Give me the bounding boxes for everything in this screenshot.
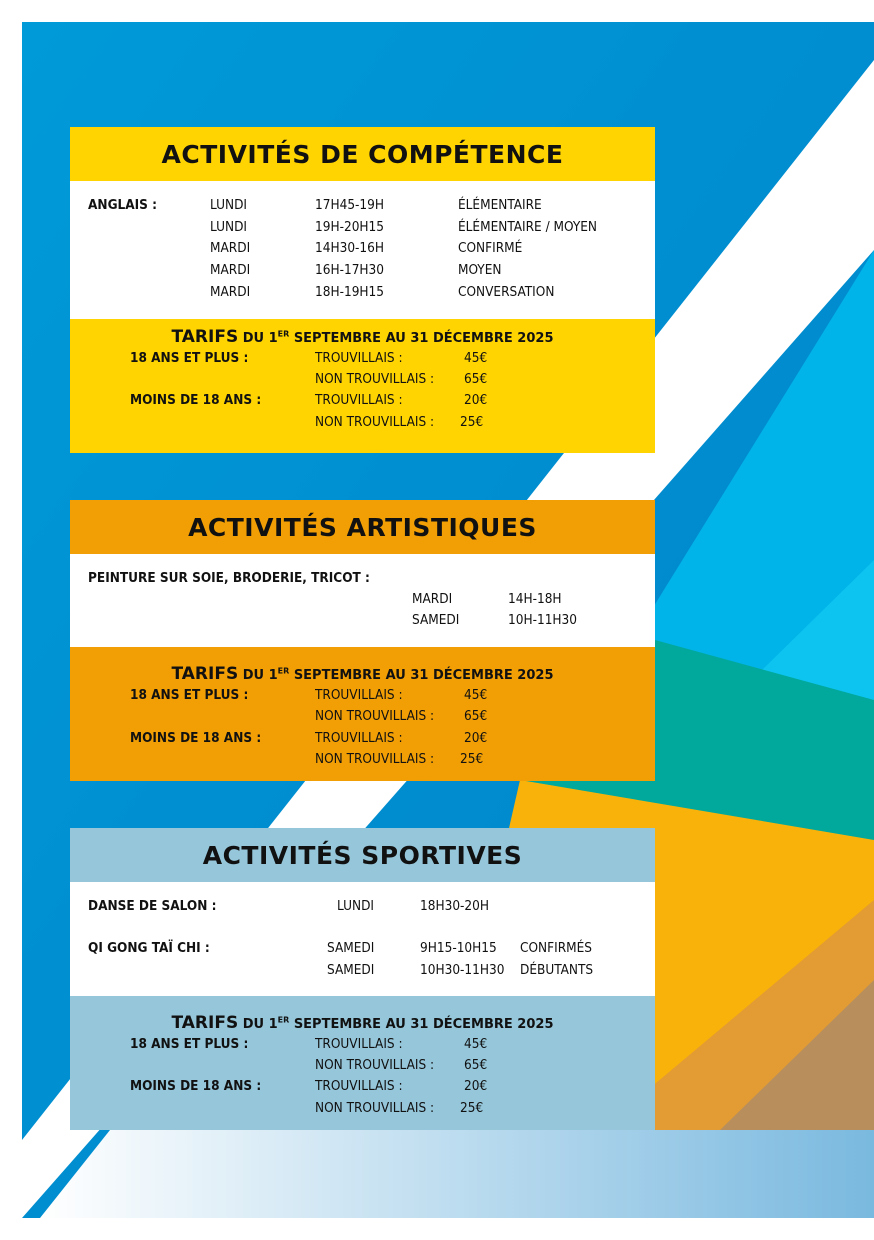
tarifs-heading: TARIFS DU 1ER SEPTEMBRE AU 31 DÉCEMBRE 2025 [171,327,554,347]
tarifs-heading: TARIFS DU 1ER SEPTEMBRE AU 31 DÉCEMBRE 2025 [171,664,554,684]
tarif-price: 45€ [464,1036,488,1052]
day: LUNDI [337,898,374,914]
tarif-price: 45€ [464,350,488,366]
tarif-label: TROUVILLAIS : [315,1036,403,1052]
level: ÉLÉMENTAIRE / MOYEN [458,219,597,235]
competence-schedule [70,181,655,319]
activity-label: QI GONG TAÏ CHI : [88,940,210,956]
artistiques-tarifs [70,647,655,781]
minor-label: MOINS DE 18 ANS : [130,1078,262,1094]
minor-label: MOINS DE 18 ANS : [130,392,262,408]
artistiques-schedule [70,554,655,647]
activity-label: PEINTURE SUR SOIE, BRODERIE, TRICOT : [88,570,370,586]
time: 16H-17H30 [315,262,385,278]
time: 14H30-16H [315,240,385,256]
competence-tarifs [70,319,655,453]
level: CONFIRMÉ [458,240,523,256]
tarif-label: TROUVILLAIS : [315,687,403,703]
tarif-price: 25€ [460,1100,484,1116]
sportives-tarifs [70,996,655,1130]
tarif-label: NON TROUVILLAIS : [315,708,435,724]
minor-label: MOINS DE 18 ANS : [130,730,262,746]
day: SAMEDI [412,612,460,628]
tarif-price: 25€ [460,414,484,430]
tarif-price: 45€ [464,687,488,703]
time: 10H-11H30 [508,612,578,628]
time: 18H30-20H [420,898,490,914]
tarif-label: NON TROUVILLAIS : [315,1057,435,1073]
tarif-price: 65€ [464,708,488,724]
tarif-price: 25€ [460,751,484,767]
tarif-label: NON TROUVILLAIS : [315,414,435,430]
day: MARDI [210,284,251,300]
artistiques-title: ACTIVITÉS ARTISTIQUES [70,500,655,554]
adult-label: 18 ANS ET PLUS : [130,687,249,703]
time: 14H-18H [508,591,562,607]
sportives-card [70,828,655,1130]
tarif-price: 20€ [464,392,488,408]
time: 18H-19H15 [315,284,385,300]
competence-title: ACTIVITÉS DE COMPÉTENCE [70,127,655,181]
tarif-label: TROUVILLAIS : [315,350,403,366]
day: MARDI [210,240,251,256]
tarif-price: 20€ [464,1078,488,1094]
day: SAMEDI [327,940,375,956]
tarif-label: NON TROUVILLAIS : [315,1100,435,1116]
artistiques-card [70,500,655,781]
level: MOYEN [458,262,502,278]
tarif-label: TROUVILLAIS : [315,1078,403,1094]
day: MARDI [412,591,453,607]
competence-card [70,127,655,453]
white-blue-gradient-bar [40,1130,874,1218]
level: CONVERSATION [458,284,555,300]
tarif-label: NON TROUVILLAIS : [315,751,435,767]
time: 10H30-11H30 [420,962,505,978]
sportives-schedule [70,882,655,996]
time: 17H45-19H [315,197,385,213]
tarif-label: TROUVILLAIS : [315,730,403,746]
day: LUNDI [210,219,247,235]
adult-label: 18 ANS ET PLUS : [130,1036,249,1052]
level: CONFIRMÉS [520,940,592,956]
sportives-title: ACTIVITÉS SPORTIVES [70,828,655,882]
day: SAMEDI [327,962,375,978]
tarif-price: 65€ [464,371,488,387]
tarif-price: 65€ [464,1057,488,1073]
tarif-label: NON TROUVILLAIS : [315,371,435,387]
tarif-price: 20€ [464,730,488,746]
level: ÉLÉMENTAIRE [458,197,542,213]
activity-label: DANSE DE SALON : [88,898,217,914]
activity-label: ANGLAIS : [88,197,158,213]
day: MARDI [210,262,251,278]
day: LUNDI [210,197,247,213]
adult-label: 18 ANS ET PLUS : [130,350,249,366]
level: DÉBUTANTS [520,962,594,978]
tarifs-heading: TARIFS DU 1ER SEPTEMBRE AU 31 DÉCEMBRE 2025 [171,1013,554,1033]
time: 19H-20H15 [315,219,385,235]
tarif-label: TROUVILLAIS : [315,392,403,408]
time: 9H15-10H15 [420,940,497,956]
